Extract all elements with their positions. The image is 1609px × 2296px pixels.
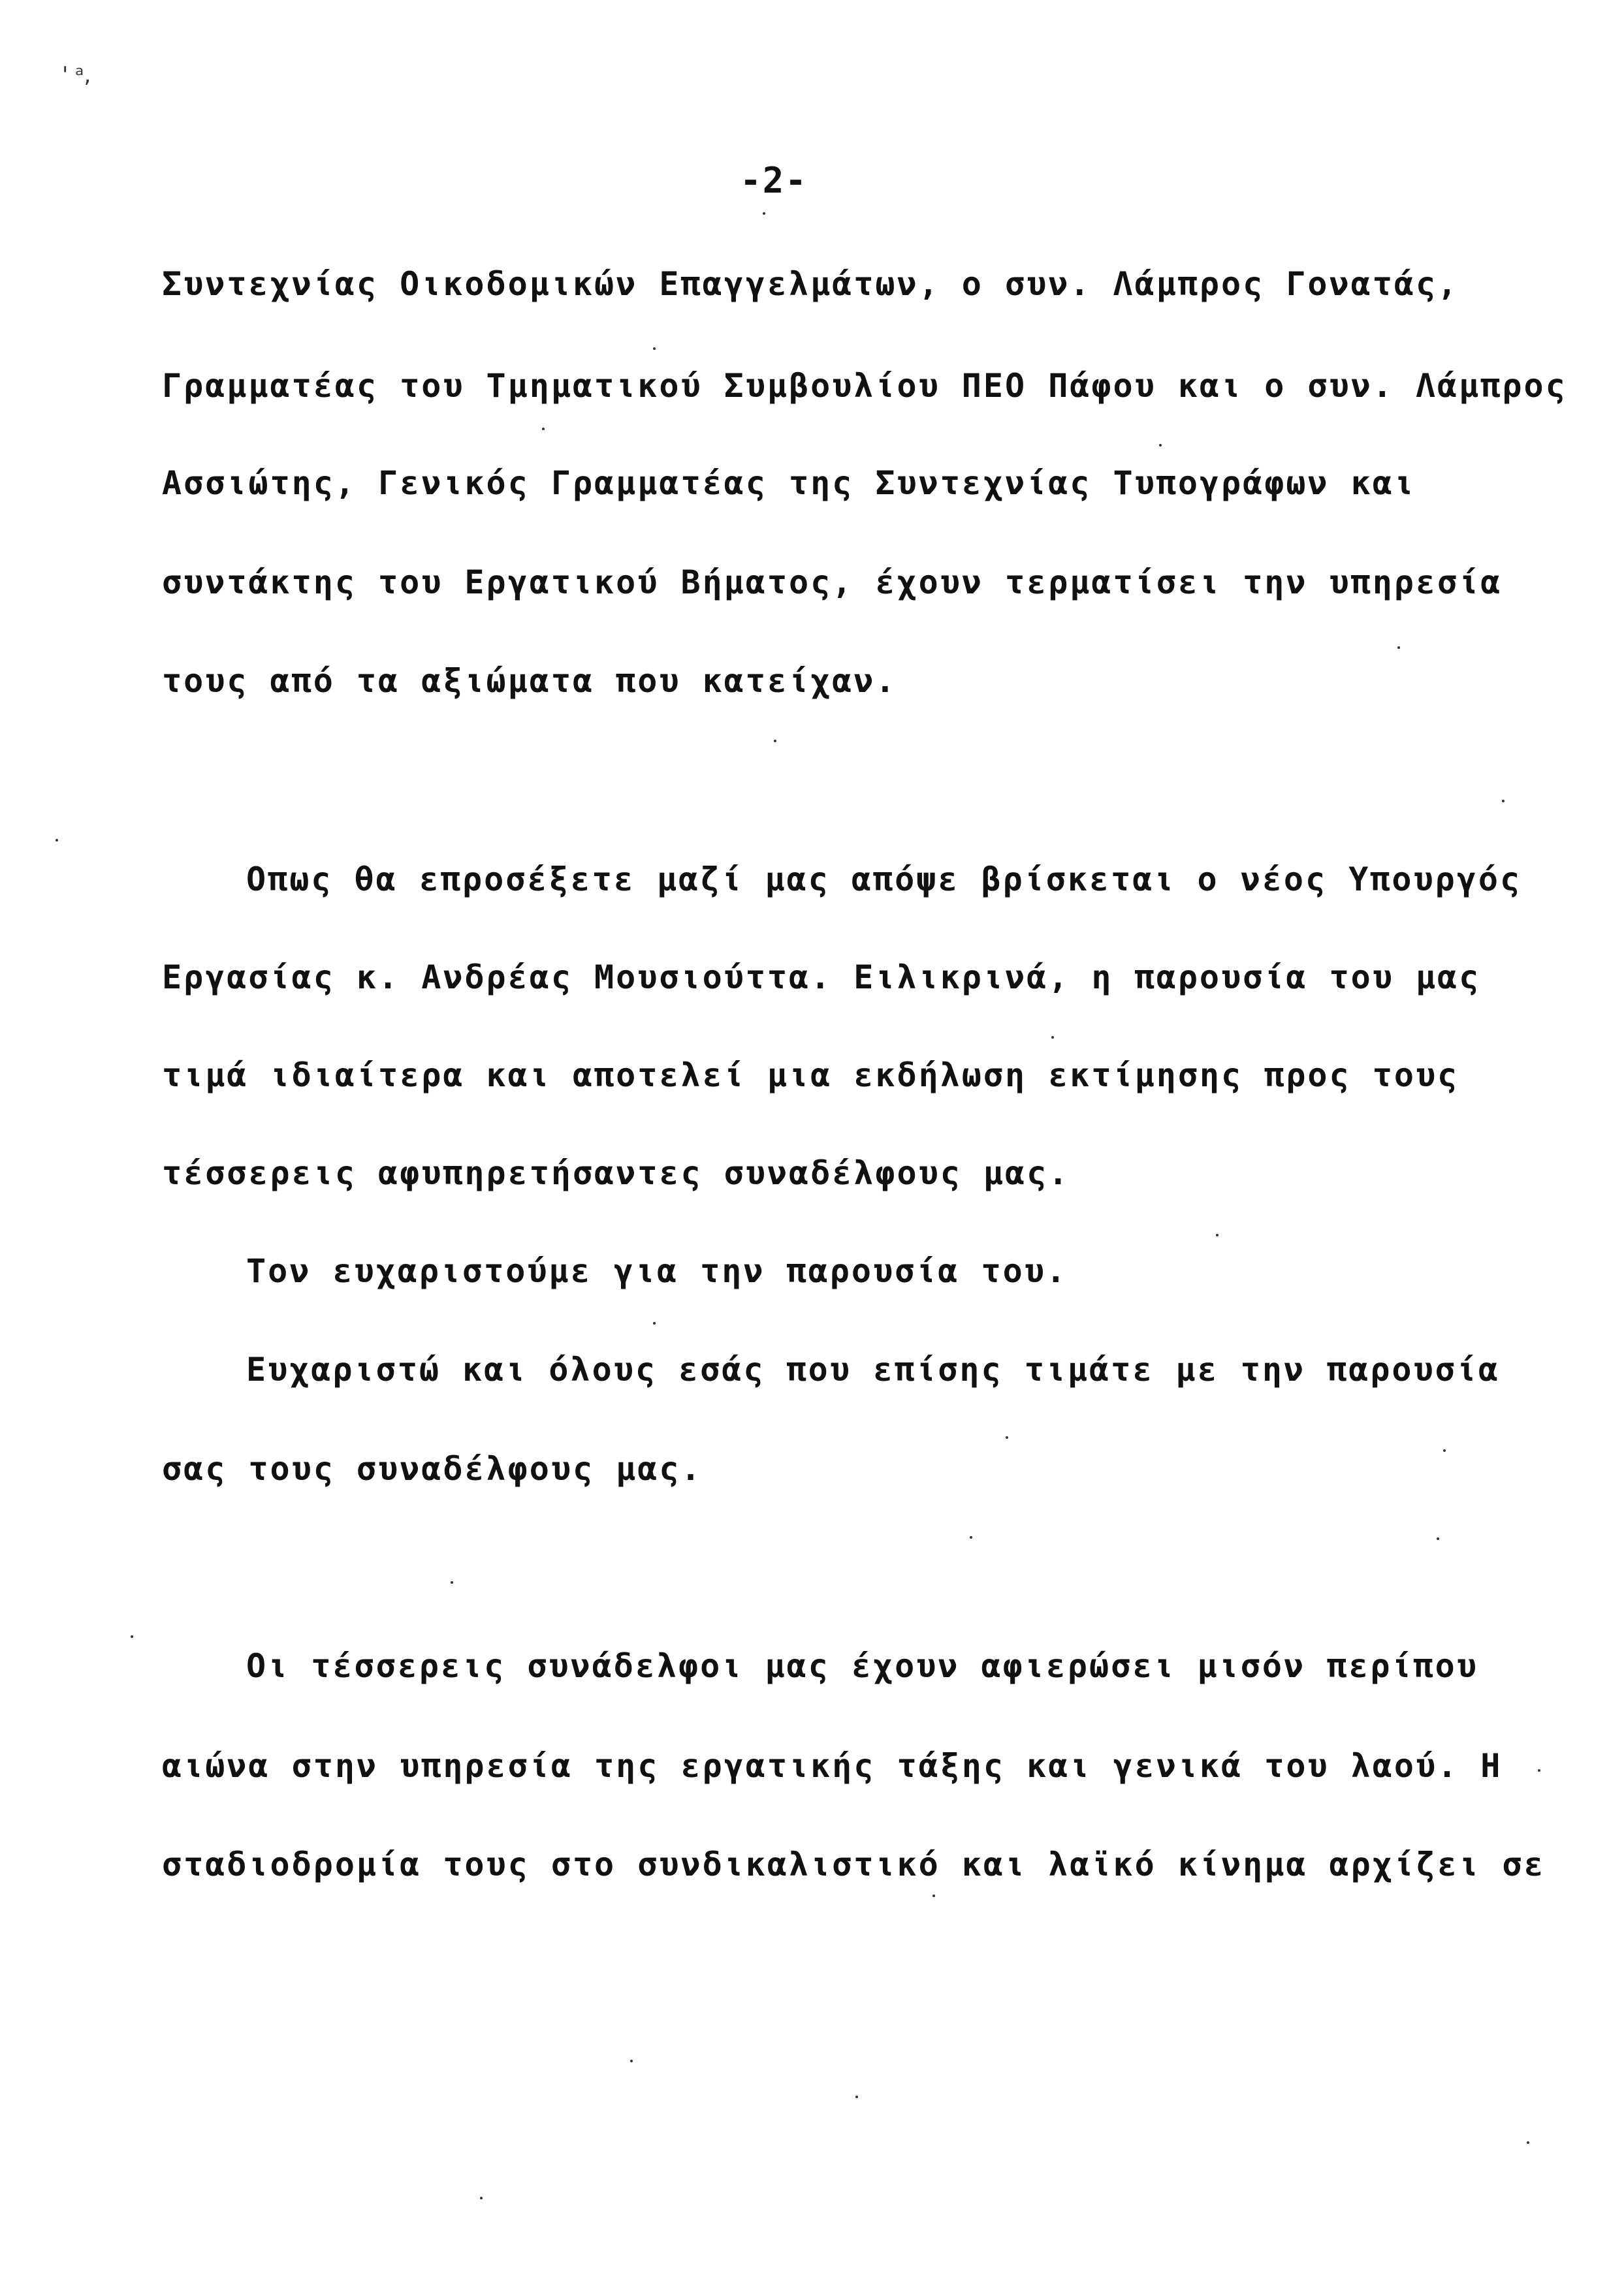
text-line-12: σας τους συναδέλφους μας. (162, 1450, 703, 1488)
text-line-3: Ασσιώτης, Γενικός Γραμματέας της Συντεχνίας Τυπογράφων και (162, 464, 1416, 502)
scan-speck (131, 1635, 133, 1638)
text-line-11: Ευχαριστώ και όλους εσάς που επίσης τιμάτε με την παρουσία (246, 1351, 1500, 1389)
scan-speck (1051, 1036, 1054, 1039)
scan-speck (970, 1536, 972, 1539)
scan-speck (1437, 1537, 1439, 1540)
text-line-8: τιμά ιδιαίτερα και αποτελεί μια εκδήλωση εκτίμησης προς τους (162, 1056, 1459, 1094)
text-line-13: Οι τέσσερεις συνάδελφοι μας έχουν αφιερώσει μισόν περίπου (246, 1647, 1478, 1685)
scan-speck (1502, 800, 1505, 802)
scan-corner-mark: ' ᵃ, (62, 62, 91, 88)
text-line-4: συντάκτης του Εργατικού Βήματος, έχουν τερματίσει την υπηρεσία (162, 563, 1503, 601)
scan-speck (855, 2096, 858, 2098)
scan-speck (480, 2197, 483, 2199)
scan-speck (1538, 1769, 1540, 1772)
text-line-9: τέσσερεις αφυπηρετήσαντες συναδέλφους μας. (162, 1154, 1070, 1192)
page-number: -2- (740, 160, 808, 201)
text-line-5: τους από τα αξιώματα που κατείχαν. (162, 662, 897, 700)
text-line-1: Συντεχνίας Οικοδομικών Επαγγελμάτων, ο συν. Λάμπρος Γονατάς, (162, 265, 1459, 303)
scan-speck (774, 740, 776, 742)
scan-speck (932, 1895, 935, 1897)
scan-speck (451, 1581, 453, 1584)
scan-speck (1216, 1234, 1219, 1236)
scan-speck (653, 347, 656, 350)
scan-speck (653, 1322, 656, 1325)
text-line-15: σταδιοδρομία τους στο συνδικαλιστικό και λαϊκό κίνημα αρχίζει σε (162, 1846, 1546, 1883)
scan-speck (542, 428, 545, 430)
scan-speck (56, 839, 58, 841)
text-line-14: αιώνα στην υπηρεσία της εργατικής τάξης και γενικά του λαού. Η (162, 1747, 1503, 1785)
text-line-10: Τον ευχαριστούμε για την παρουσία του. (246, 1252, 1068, 1290)
scan-speck (1397, 646, 1400, 649)
text-line-2: Γραμματέας του Τμηματικού Συμβουλίου ΠΕΟ Πάφου και ο συν. Λάμπρος (162, 367, 1567, 405)
text-line-7: Εργασίας κ. Ανδρέας Μουσιούττα. Ειλικρινά, η παρουσία του μας (162, 958, 1481, 996)
scan-speck (1527, 2141, 1529, 2144)
scan-speck (1159, 444, 1162, 447)
text-line-6: Οπως θα επροσέξετε μαζί μας απόψε βρίσκεται ο νέος Υπουργός (246, 860, 1522, 898)
scan-speck (630, 2060, 633, 2062)
scan-speck (1443, 1449, 1446, 1452)
scan-speck (763, 212, 765, 215)
scan-speck (1006, 1436, 1008, 1439)
